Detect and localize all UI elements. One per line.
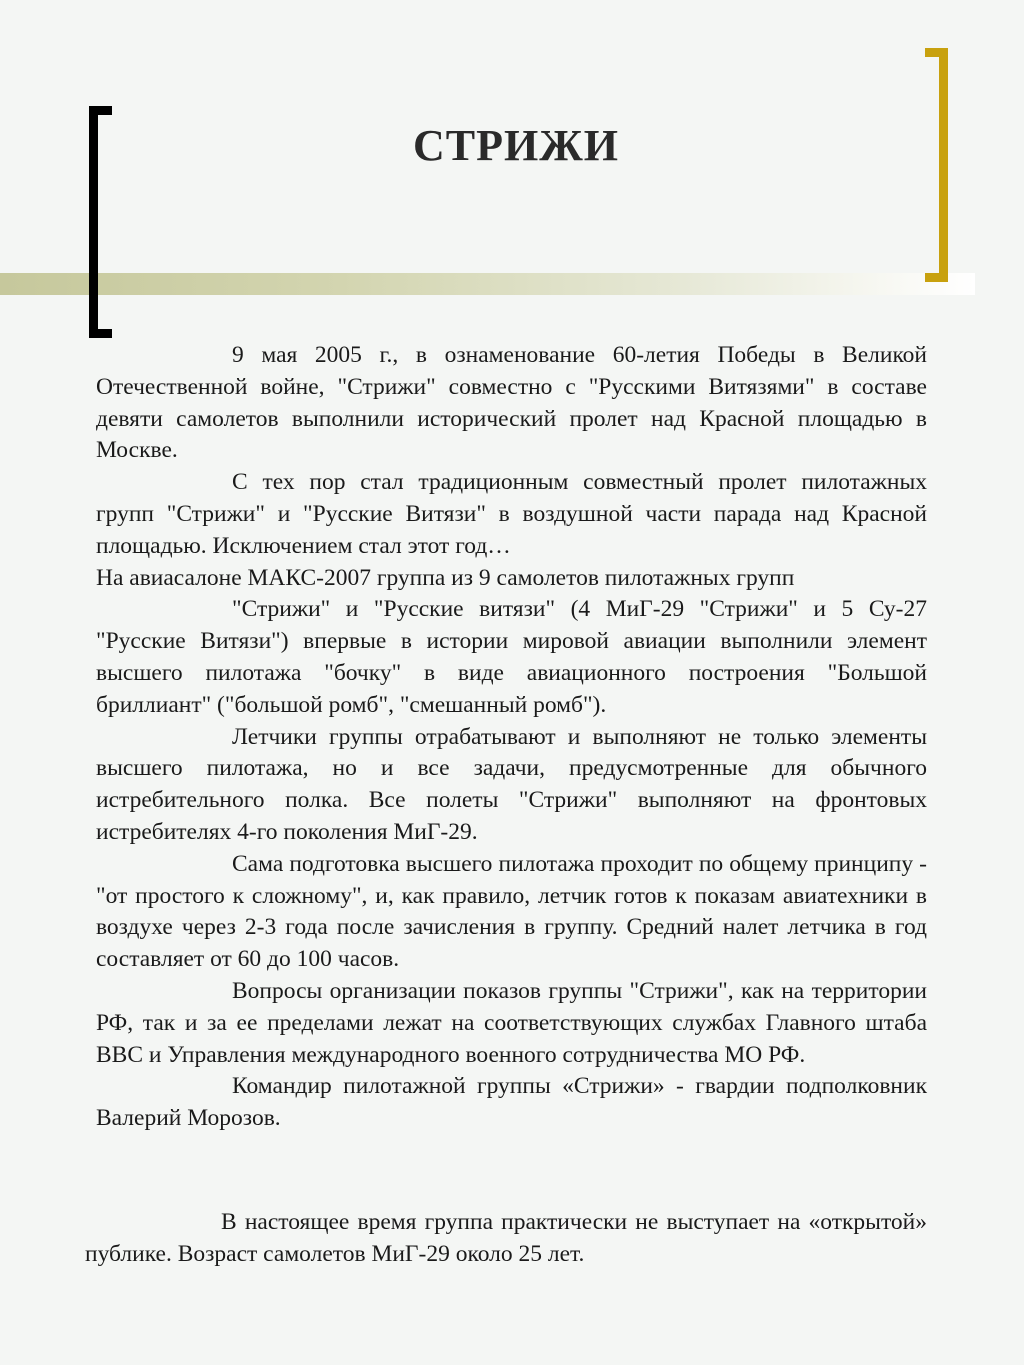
paragraph: "Стрижи" и "Русские витязи" (4 МиГ-29 "Стрижи" и 5 Су-27 "Русские Витязи") впервые в истории мировой авиации выполнили элемент высшего пилотажа "бочку" в виде авиационного построения "Большой бриллиант" ("большой ромб", "смешанный ромб"). (96, 596, 927, 718)
footer-text (85, 1207, 927, 1271)
paragraph: Вопросы организации показов группы "Стрижи", как на территории РФ, так и за ее пределами лежат на соответствующих службах Главного штаба ВВС и Управления международного военного сотрудничества МО РФ. (96, 977, 927, 1068)
page-title: СТРИЖИ (413, 121, 619, 170)
paragraph: С тех пор стал традиционным совместный пролет пилотажных групп "Стрижи" и "Русские Витязи" в воздушной части парада над Красной площадью. Исключением стал этот год… (96, 469, 927, 559)
footer-paragraph: В настоящее время группа практически не выступает на «открытой» публике. Возраст самолетов МиГ-29 около 25 лет. (85, 1209, 927, 1267)
paragraph: Сама подготовка высшего пилотажа проходит по общему принципу - "от простого к сложному", и, как правило, летчик готов к показам авиатехники в воздухе через 2-3 года после зачисления в группу. Средний налет летчика в год составляет от 60 до 100 часов. (96, 850, 927, 973)
body-text (96, 340, 927, 1135)
paragraph: На авиасалоне МАКС-2007 группа из 9 самолетов пилотажных групп (96, 564, 795, 591)
paragraph: Командир пилотажной группы «Стрижи» - гвардии подполковник Валерий Морозов. (96, 1073, 927, 1132)
paragraph: 9 мая 2005 г., в ознаменование 60-летия Победы в Великой Отечественной войне, "Стрижи" совместно с "Русскими Витязями" в составе девяти самолетов выполнили исторический пролет над Красной площадью в Москве. (96, 342, 927, 464)
decorative-band (0, 273, 975, 295)
paragraph: Летчики группы отрабатывают и выполняют не только элементы высшего пилотажа, но и все задачи, предусмотренные для обычного истребительного полка. Все полеты "Стрижи" выполняют на фронтовых истребителях 4-го поколения МиГ-29. (96, 723, 927, 845)
